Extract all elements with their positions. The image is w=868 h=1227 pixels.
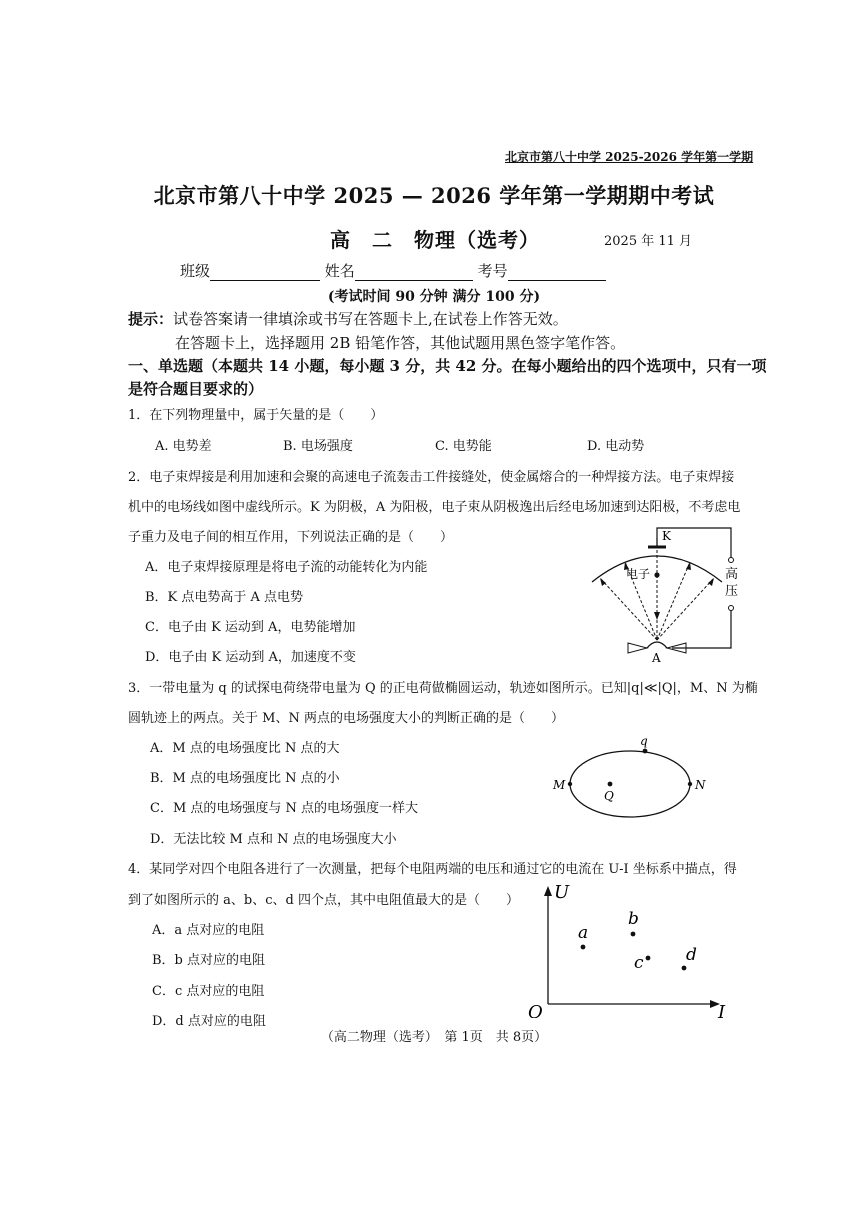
section-heading-line-1: 一、单选题（本题共 14 小题，每小题 3 分，共 42 分。在每小题给出的四个选项中，只有一项 — [128, 357, 767, 375]
u-axis-label: U — [554, 882, 570, 903]
point-n-dot — [688, 782, 692, 786]
number-field[interactable] — [508, 264, 606, 281]
u-i-graph-figure — [520, 878, 740, 1018]
q4-option-b: B．b 点对应的电阻 — [152, 953, 266, 968]
class-field[interactable] — [210, 264, 320, 281]
point-n-label: N — [695, 778, 706, 792]
test-charge-q-label: q — [640, 734, 648, 748]
school-header-tag: 北京市第八十中学 2025-2026 学年第一学期 — [505, 150, 754, 164]
field-lines — [600, 550, 714, 640]
q2-option-b: B．K 点电势高于 A 点电势 — [145, 590, 304, 605]
exam-date: 2025 年 11 月 — [604, 234, 693, 249]
test-charge-dot — [643, 749, 648, 754]
source-charge-Q-label: Q — [604, 789, 614, 803]
i-axis-label: I — [718, 1002, 726, 1018]
exam-info: (考试时间 90 分钟 满分 100 分) — [327, 289, 541, 305]
q1-option-a: A. 电势差 — [155, 439, 212, 454]
page-footer: （高二物理（选考） 第 1页 共 8页） — [320, 1030, 548, 1045]
student-info-fields — [180, 260, 606, 281]
q2-option-d: D．电子由 K 运动到 A，加速度不变 — [145, 650, 356, 665]
name-label: 姓名 — [324, 262, 355, 280]
cathode-arc — [592, 556, 722, 582]
hv-label-2: 压 — [725, 584, 739, 599]
cathode-k-label: K — [662, 529, 671, 543]
q4-stem-line-1: 4．某同学对四个电阻各进行了一次测量，把每个电阻两端的电压和通过它的电流在 U-I 坐标系中描点，得 — [128, 862, 737, 877]
tips-label: 提示： — [128, 310, 174, 328]
q1-stem: 1．在下列物理量中，属于矢量的是（ ） — [128, 408, 384, 423]
origin-label: O — [528, 1002, 543, 1018]
q2-stem-line-1: 2．电子束焊接是利用加速和会聚的高速电子流轰击工件接缝处，使金属熔合的一种焊接方法。电子束焊接 — [128, 470, 735, 485]
q3-stem-line-1: 3．一带电量为 q 的试探电荷绕带电量为 Q 的正电荷做椭圆运动，轨迹如图所示。已知|q|≪|Q|，M、N 为椭 — [128, 681, 758, 696]
q3-option-a: A．M 点的电场强度比 N 点的大 — [150, 741, 340, 756]
q3-stem-line-2: 圆轨迹上的两点。关于 M、N 两点的电场强度大小的判断正确的是（ ） — [128, 711, 564, 726]
q4-option-d: D．d 点对应的电阻 — [152, 1014, 266, 1029]
hv-wire-bottom — [672, 610, 731, 648]
q4-option-c: C．c 点对应的电阻 — [152, 984, 265, 999]
q1-option-c: C. 电势能 — [435, 439, 492, 454]
point-a-label: a — [578, 923, 589, 943]
hv-label-1: 高 — [725, 567, 739, 582]
point-m-dot — [568, 782, 572, 786]
point-b-label: b — [628, 909, 639, 929]
elliptical-orbit-figure — [548, 734, 718, 824]
point-m-label: M — [553, 778, 566, 792]
tips-text-1: 试卷答案请一律填涂或书写在答题卡上,在试卷上作答无效。 — [173, 310, 568, 328]
source-charge-dot — [608, 782, 613, 787]
q2-option-a: A．电子束焊接原理是将电子流的动能转化为内能 — [145, 560, 428, 575]
point-d-dot — [682, 966, 687, 971]
point-b-dot — [631, 932, 636, 937]
tips-line-2: 在答题卡上，选择题用 2B 铅笔作答，其他试题用黑色签字笔作答。 — [175, 334, 626, 352]
q4-option-a: A．a 点对应的电阻 — [152, 923, 265, 938]
q3-option-d: D．无法比较 M 点和 N 点的电场强度大小 — [150, 832, 397, 847]
electron-dot — [654, 572, 659, 577]
q1-option-d: D. 电动势 — [587, 439, 645, 454]
q2-option-c: C．电子由 K 运动到 A，电势能增加 — [145, 620, 356, 635]
class-label: 班级 — [180, 262, 211, 280]
q2-stem-line-3: 子重力及电子间的相互作用，下列说法正确的是（ ） — [128, 530, 454, 545]
tips-line-1 — [128, 308, 568, 329]
point-d-label: d — [686, 945, 697, 965]
electron-label: 电子 — [626, 567, 651, 581]
orbit-ellipse — [570, 751, 690, 817]
anode-a-label: A — [652, 651, 661, 665]
q1-option-b: B. 电场强度 — [283, 439, 353, 454]
electron-beam-welding-figure — [580, 520, 750, 665]
anode — [647, 642, 667, 648]
point-c-dot — [646, 956, 651, 961]
q3-option-c: C．M 点的电场强度与 N 点的电场强度一样大 — [150, 801, 419, 816]
exam-subtitle: 高 二 物理（选考） — [330, 228, 540, 252]
q2-stem-line-2: 机中的电场线如图中虚线所示。K 为阴极，A 为阳极，电子束从阴极逸出后经电场加速到达阳极，不考虑电 — [128, 500, 741, 515]
point-c-label: c — [634, 953, 644, 973]
anode-left-piece — [628, 643, 647, 653]
point-a-dot — [581, 945, 586, 950]
q3-option-b: B．M 点的电场强度比 N 点的小 — [150, 771, 340, 786]
section-heading-line-2: 是符合题目要求的） — [128, 380, 264, 398]
exam-title: 北京市第八十中学 2025 — 2026 学年第一学期期中考试 — [153, 183, 715, 208]
name-field[interactable] — [355, 264, 473, 281]
number-label: 考号 — [477, 262, 508, 280]
q4-stem-line-2: 到了如图所示的 a、b、c、d 四个点，其中电阻值最大的是（ ） — [128, 893, 519, 908]
